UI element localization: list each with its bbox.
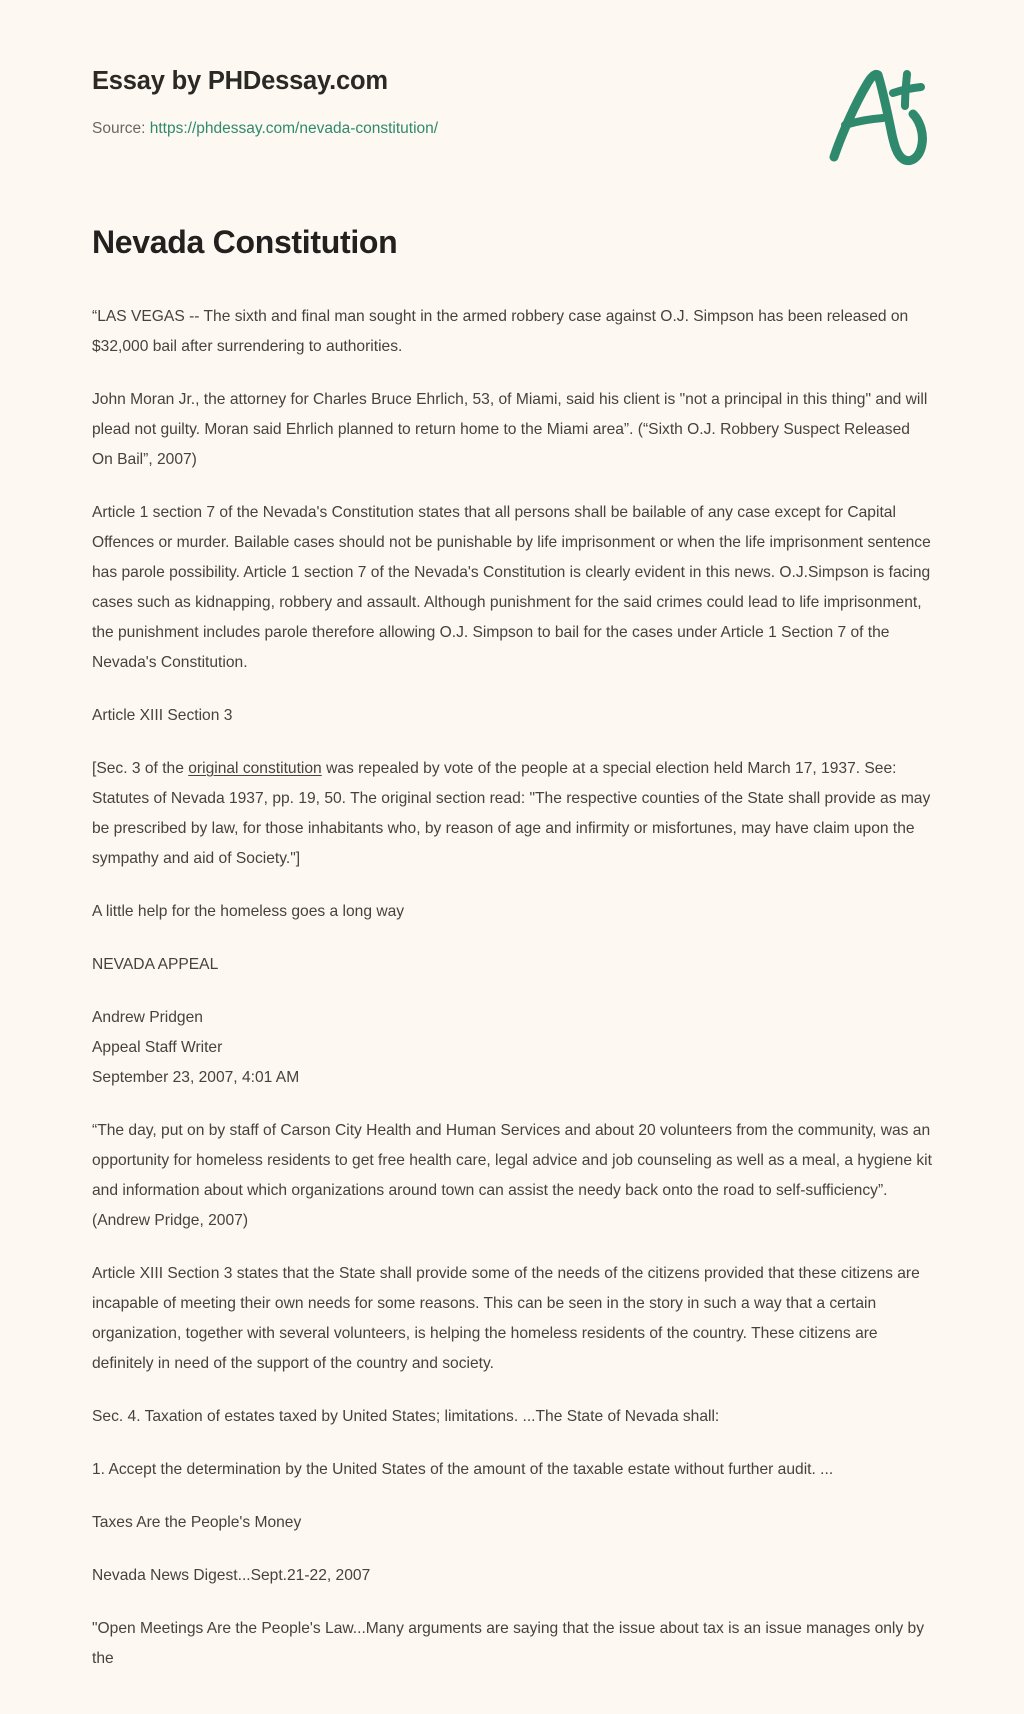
source-line	[92, 119, 438, 139]
paragraph-repealed-note	[92, 754, 932, 874]
section-heading-article-13: Article XIII Section 3	[92, 707, 233, 724]
article-body	[0, 302, 1024, 1714]
source-label: Source:	[92, 119, 150, 137]
byline-author: Andrew Pridgen	[92, 1009, 203, 1026]
page-title: Nevada Constitution	[92, 224, 398, 260]
headline-taxes: Taxes Are the People's Money	[92, 1514, 302, 1531]
paragraph-9: Article XIII Section 3 states that the State shall provide some of the needs of the citizens provided that these citizens are incapable of meeting their own needs for some reasons. This can be seen in the story in such a way that a certain organization, together with several volunteers, is helping the homeless residents of the country. These citizens are definitely in need of the support of the country and society.	[92, 1265, 920, 1372]
paragraph-14: "Open Meetings Are the People's Law...Many arguments are saying that the issue about tax is an issue manages only by the	[92, 1620, 924, 1667]
byline-date: September 23, 2007, 4:01 AM	[92, 1069, 300, 1086]
paragraph-3: Article 1 section 7 of the Nevada's Constitution states that all persons shall be bailable of any case except for Capital Offences or murder. Bailable cases should not be punishable by life imprisonment or when the life imprisonment sentence has parole possibility. Article 1 section 7 of the Nevada's Constitution is clearly evident in this news. O.J.Simpson is facing cases such as kidnapping, robbery and assault. Although punishment for the said crimes could lead to life imprisonment, the punishment includes parole therefore allowing O.J. Simpson to bail for the cases under Article 1 Section 7 of the Nevada's Constitution.	[92, 504, 931, 671]
paragraph-2: John Moran Jr., the attorney for Charles Bruce Ehrlich, 53, of Miami, said his client is "not a principal in this thing" and will plead not guilty. Moran said Ehrlich planned to return home to the Miami area”. (“Sixth O.J. Robbery Suspect Released On Bail”, 2007)	[92, 391, 928, 468]
paragraph-1: “LAS VEGAS -- The sixth and final man sought in the armed robbery case against O.J. Simpson has been released on $32,000 bail after surrendering to authorities.	[92, 308, 909, 355]
byline-role: Appeal Staff Writer	[92, 1039, 223, 1056]
source-url-link[interactable]: https://phdessay.com/nevada-constitution/	[149, 119, 439, 137]
document-header	[0, 0, 1024, 170]
publication-name: NEVADA APPEAL	[92, 956, 219, 973]
source-news-digest: Nevada News Digest...Sept.21-22, 2007	[92, 1567, 371, 1584]
brand-title: Essay by PHDessay.com	[92, 67, 388, 95]
header-text-group	[92, 66, 438, 139]
section-heading-sec-4: Sec. 4. Taxation of estates taxed by United States; limitations. ...The State of Nevada shall:	[92, 1408, 720, 1425]
byline	[92, 1003, 932, 1093]
repealed-note-suffix: was repealed by vote of the people at a special election held March 17, 1937. See: Statutes of Nevada 1937, pp. 19, 50. The original section read: "The respective counties of the State shall provide as may be prescribed by law, for those inhabitants who, by reason of age and infirmity or misfortunes, may have claim upon the sympathy and aid of Society."]	[92, 760, 931, 867]
paragraph-8: “The day, put on by staff of Carson City Health and Human Services and about 20 volunteers from the community, was an opportunity for homeless residents to get free health care, legal advice and job counseling as well as a meal, a hygiene kit and information about which organizations around town can assist the needy back onto the road to self-sufficiency”. (Andrew Pridge, 2007)	[92, 1122, 932, 1229]
headline-homeless: A little help for the homeless goes a long way	[92, 903, 405, 920]
aplus-logo-icon	[812, 60, 942, 170]
original-constitution-link[interactable]: original constitution	[188, 760, 322, 777]
list-item-1: 1. Accept the determination by the United States of the amount of the taxable estate without further audit. ...	[92, 1461, 834, 1478]
repealed-note-prefix: [Sec. 3 of the	[92, 760, 189, 777]
